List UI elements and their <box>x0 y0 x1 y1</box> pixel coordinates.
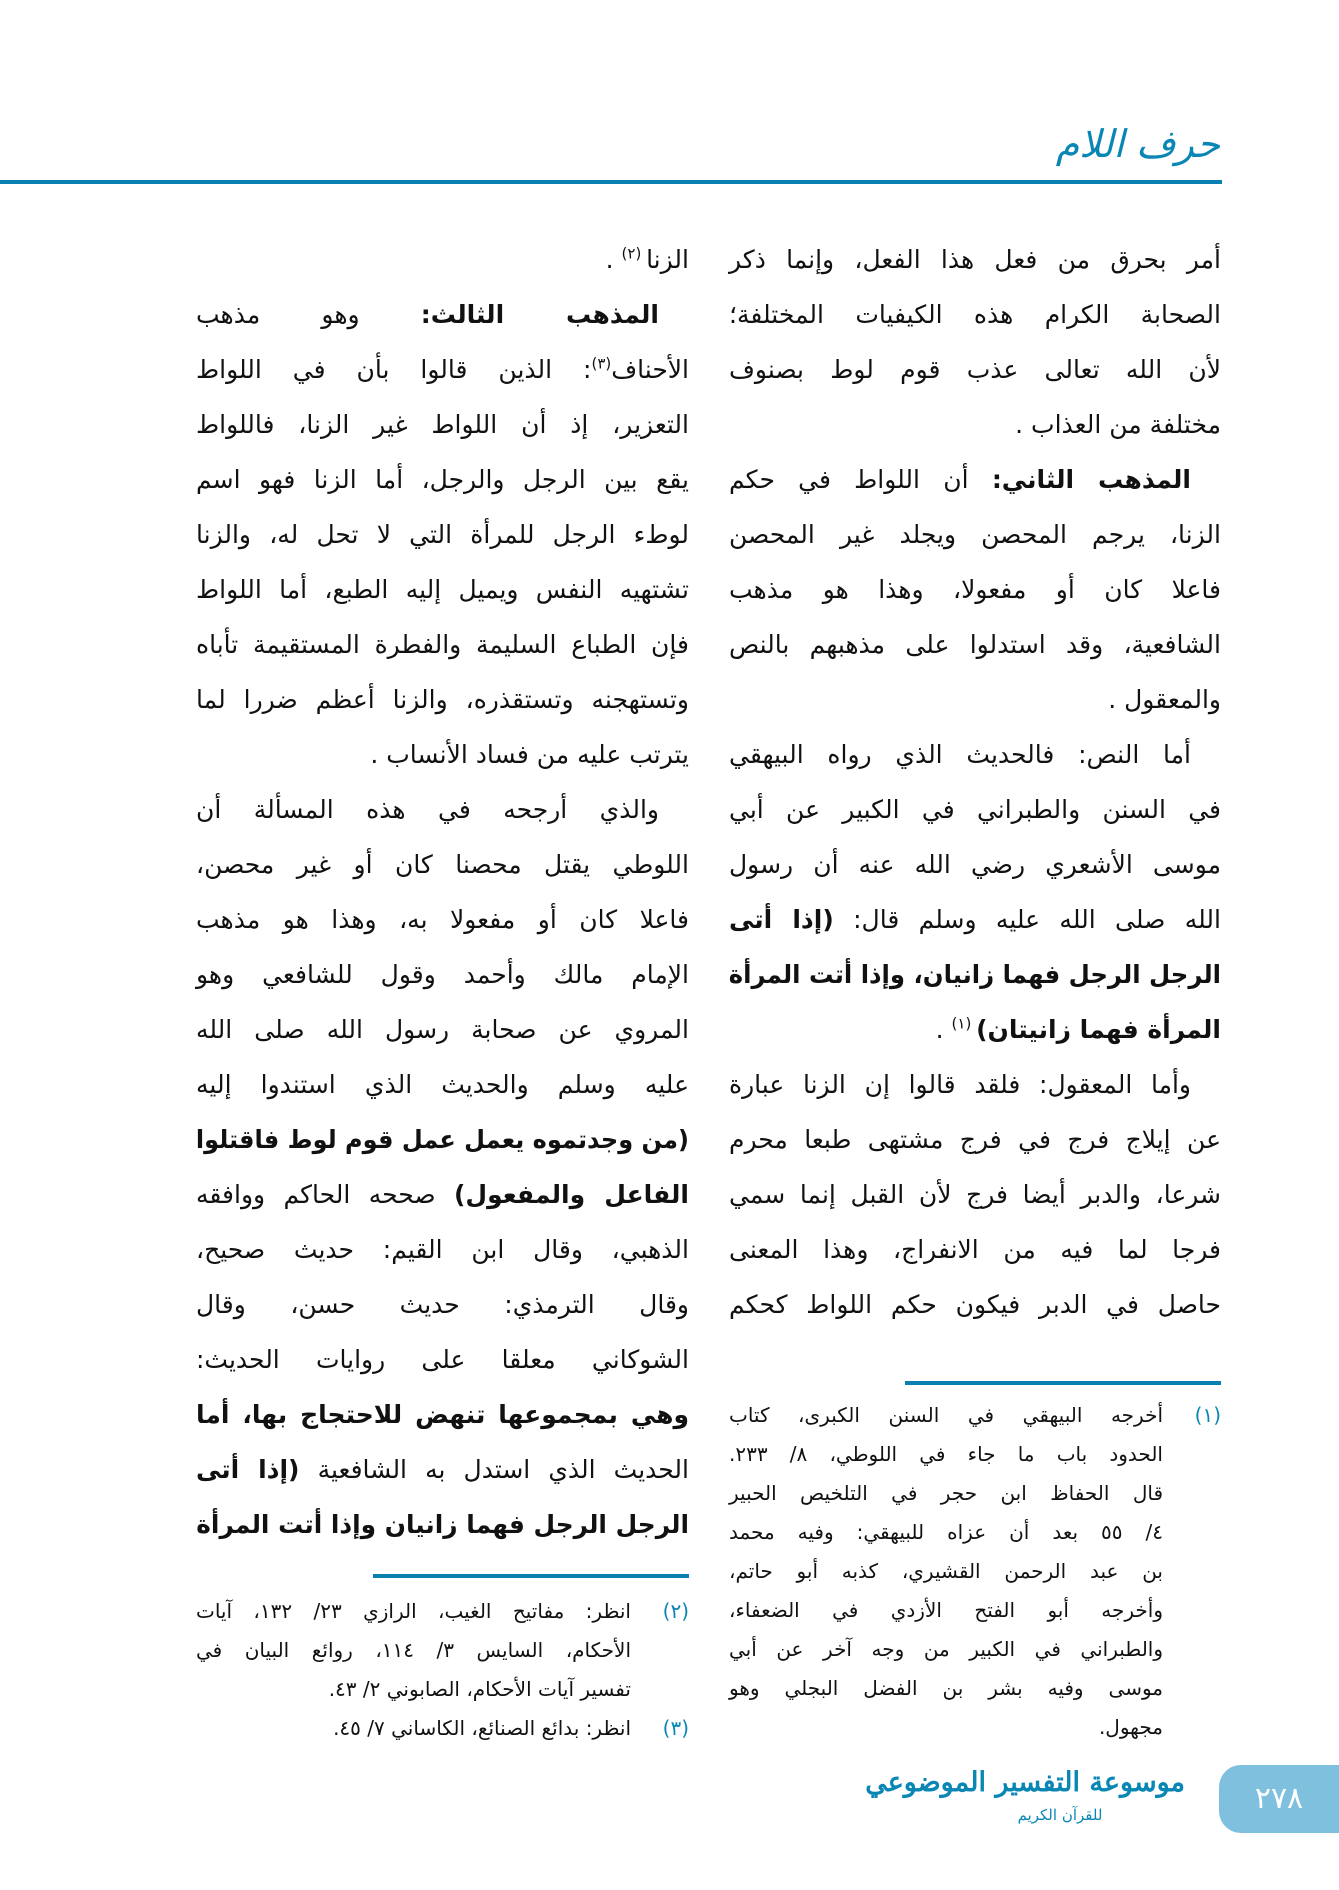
logo-subtitle: للقرآن الكريم <box>1017 1806 1103 1824</box>
text-line <box>196 1332 689 1387</box>
footnote-line: الأحكام، السايس ٣/ ١١٤، روائع البيان في <box>196 1638 631 1662</box>
text-segment: فاعلا كان أو مفعولا به، وهذا هو مذهب <box>196 905 689 934</box>
text-segment: وهو مذهب <box>196 300 421 329</box>
text-line <box>729 397 1221 452</box>
text-segment: الذهبي، وقال ابن القيم: حديث صحيح، <box>196 1235 689 1264</box>
bold-text-segment: وهي بمجموعها تنهض للاحتجاج بها، أما <box>196 1400 689 1429</box>
text-line <box>196 617 689 672</box>
text-line <box>196 232 689 287</box>
text-segment: . <box>935 1015 952 1044</box>
footnote-line: مجهول. <box>1098 1715 1163 1739</box>
text-line <box>196 1277 689 1332</box>
bold-text-segment: المذهب الثالث: <box>420 300 660 329</box>
encyclopedia-logo <box>865 1762 1185 1842</box>
text-segment: . <box>605 245 622 274</box>
footnote-reference: (١) <box>951 1014 977 1033</box>
logo-title: موسوعة التفسير الموضوعي <box>865 1767 1185 1798</box>
text-segment: فرجا لما فيه من الانفراج، وهذا المعنى <box>729 1235 1221 1264</box>
footnote-line: انظر: بدائع الصنائع، الكاساني ٧/ ٤٥. <box>333 1716 631 1740</box>
text-segment: عليه وسلم والحديث الذي استندوا إليه <box>196 1070 689 1099</box>
bold-text-segment: (من وجدتموه يعمل عمل قوم لوط فاقتلوا <box>195 1125 689 1154</box>
text-segment: التعزير، إذ أن اللواط غير الزنا، فاللواط <box>196 410 689 439</box>
footnote-line: ٤/ ٥٥ بعد أن عزاه للبيهقي: وفيه محمد <box>729 1520 1163 1544</box>
text-segment: لأن الله تعالى عذب قوم لوط بصنوف <box>729 355 1221 384</box>
text-segment: الله صلى الله عليه وسلم قال: <box>833 905 1221 934</box>
text-line <box>729 672 1221 727</box>
text-segment: الزنا <box>646 245 689 274</box>
text-line <box>729 1002 1221 1057</box>
footnote-line: أخرجه البيهقي في السنن الكبرى، كتاب <box>729 1403 1163 1427</box>
text-line <box>729 287 1221 342</box>
footnote-reference: (٢) <box>621 244 647 263</box>
footnote-line: بن عبد الرحمن القشيري، كذبه أبو حاتم، <box>729 1559 1163 1583</box>
text-segment: وتستهجنه وتستقذره، والزنا أعظم ضررا لما <box>196 685 689 714</box>
text-line <box>196 287 689 342</box>
footnote-number: (١) <box>1194 1403 1221 1427</box>
bold-text-segment: المرأة فهما زانيتان) <box>976 1015 1221 1044</box>
footnote-line: الحدود باب ما جاء في اللوطي، ٨/ ٢٣٣. <box>729 1442 1163 1466</box>
text-line <box>196 672 689 727</box>
text-line <box>196 947 689 1002</box>
right-column <box>729 232 1221 1332</box>
text-line <box>196 1002 689 1057</box>
text-segment: في السنن والطبراني في الكبير عن أبي <box>729 795 1221 824</box>
text-segment: موسى الأشعري رضي الله عنه أن رسول <box>729 850 1221 879</box>
text-segment: الصحابة الكرام هذه الكيفيات المختلفة؛ <box>729 300 1221 329</box>
page-number: ٢٧٨ <box>1219 1765 1339 1833</box>
text-segment: أمر بحرق من فعل هذا الفعل، وإنما ذكر <box>729 245 1221 274</box>
footnote-line: تفسير آيات الأحكام، الصابوني ٢/ ٤٣. <box>328 1677 631 1701</box>
text-segment: الإمام مالك وأحمد وقول للشافعي وهو <box>196 960 689 989</box>
bold-text-segment: المذهب الثاني: <box>991 465 1191 494</box>
text-segment: فاعلا كان أو مفعولا، وهذا هو مذهب <box>729 575 1221 604</box>
footnote-line: قال الحفاظ ابن حجر في التلخيص الحبير <box>729 1481 1163 1505</box>
footnote-divider-right <box>905 1381 1221 1385</box>
text-segment: تشتهيه النفس ويميل إليه الطبع، أما اللواط <box>196 575 689 604</box>
text-line <box>729 1222 1221 1277</box>
text-line <box>729 892 1221 947</box>
text-segment: الشافعية، وقد استدلوا على مذهبهم بالنص <box>729 630 1221 659</box>
text-line <box>729 1167 1221 1222</box>
text-segment: عن إيلاج فرج في فرج مشتهى طبعا محرم <box>729 1125 1221 1154</box>
text-line <box>729 1057 1221 1112</box>
footnotes-left <box>196 1592 689 1748</box>
text-segment: الأحناف <box>611 355 689 384</box>
text-segment: وقال الترمذي: حديث حسن، وقال <box>196 1290 689 1319</box>
left-column <box>196 232 689 1552</box>
footnote-line: انظر: مفاتيح الغيب، الرازي ٢٣/ ١٣٢، آيات <box>196 1599 631 1623</box>
text-segment: اللوطي يقتل محصنا كان أو غير محصن، <box>196 850 689 879</box>
text-line <box>729 1277 1221 1332</box>
text-segment: صححه الحاكم ووافقه <box>196 1180 454 1209</box>
text-segment: مختلفة من العذاب . <box>1015 410 1221 439</box>
text-line <box>196 507 689 562</box>
text-segment: لوطء الرجل للمرأة التي لا تحل له، والزنا <box>196 520 689 549</box>
bold-text-segment: الفاعل والمفعول) <box>453 1180 689 1209</box>
text-line <box>196 1387 689 1442</box>
footnote-line: وأخرجه أبو الفتح الأزدي في الضعفاء، <box>729 1598 1163 1622</box>
footnotes-right <box>729 1396 1221 1747</box>
bold-text-segment: الرجل الرجل فهما زانيان، وإذا أتت المرأة <box>728 960 1221 989</box>
text-line <box>196 837 689 892</box>
text-line <box>196 562 689 617</box>
text-line <box>729 727 1221 782</box>
text-line <box>196 452 689 507</box>
text-line <box>196 397 689 452</box>
text-line <box>729 617 1221 672</box>
text-line <box>196 892 689 947</box>
text-line <box>196 1222 689 1277</box>
chapter-title: حرف اللام <box>1055 122 1220 166</box>
footnote-reference: (٣) <box>591 354 612 373</box>
text-line <box>195 1112 689 1167</box>
text-line <box>729 1112 1221 1167</box>
text-line <box>729 782 1221 837</box>
text-segment: الحديث الذي استدل به الشافعية <box>299 1455 689 1484</box>
text-segment: المروي عن صحابة رسول الله صلى الله <box>196 1015 689 1044</box>
footnote-divider-left <box>373 1574 689 1578</box>
bold-text-segment: (إذا أتى <box>196 1455 300 1484</box>
footnote-number: (٣) <box>662 1716 689 1740</box>
footnote-number: (٢) <box>662 1599 689 1623</box>
text-segment: والمعقول . <box>1108 685 1221 714</box>
footnote-line: موسى وفيه بشر بن الفضل البجلي وهو <box>729 1676 1163 1700</box>
text-segment: أما النص: فالحديث الذي رواه البيهقي <box>729 740 1191 769</box>
text-line <box>729 837 1221 892</box>
text-segment: وأما المعقول: فلقد قالوا إن الزنا عبارة <box>729 1070 1191 1099</box>
text-line <box>729 452 1221 507</box>
text-segment: يقع بين الرجل والرجل، أما الزنا فهو اسم <box>196 465 689 494</box>
header-divider <box>0 180 1222 184</box>
text-line <box>729 562 1221 617</box>
text-line <box>728 947 1221 1002</box>
text-line <box>196 1442 689 1497</box>
bold-text-segment: (إذا أتى <box>729 905 834 934</box>
footnote <box>729 1396 1221 1747</box>
footnote <box>196 1592 689 1709</box>
text-line <box>196 1057 689 1112</box>
text-segment: الزنا، يرجم المحصن ويجلد غير المحصن <box>729 520 1221 549</box>
text-line <box>729 232 1221 287</box>
text-segment: حاصل في الدبر فيكون حكم اللواط كحكم <box>729 1290 1221 1319</box>
text-line <box>196 342 689 397</box>
bold-text-segment: الرجل الرجل فهما زانيان وإذا أتت المرأة <box>196 1510 689 1539</box>
text-line <box>196 727 689 782</box>
text-segment: الشوكاني معلقا على روايات الحديث: <box>196 1345 689 1374</box>
text-segment: : الذين قالوا بأن في اللواط <box>196 355 592 384</box>
text-line <box>196 782 689 837</box>
footnote-line: والطبراني في الكبير من وجه آخر عن أبي <box>729 1637 1163 1661</box>
text-segment: يترتب عليه من فساد الأنساب . <box>370 740 689 769</box>
text-line <box>196 1167 689 1222</box>
text-segment: أن اللواط في حكم <box>729 465 992 494</box>
footnote <box>196 1709 689 1748</box>
text-segment: فإن الطباع السليمة والفطرة المستقيمة تأباه <box>196 630 689 659</box>
text-segment: شرعا، والدبر أيضا فرج لأن القبل إنما سمي <box>729 1180 1221 1209</box>
text-line <box>196 1497 689 1552</box>
text-segment: والذي أرجحه في هذه المسألة أن <box>196 795 659 824</box>
text-line <box>729 507 1221 562</box>
text-line <box>729 342 1221 397</box>
